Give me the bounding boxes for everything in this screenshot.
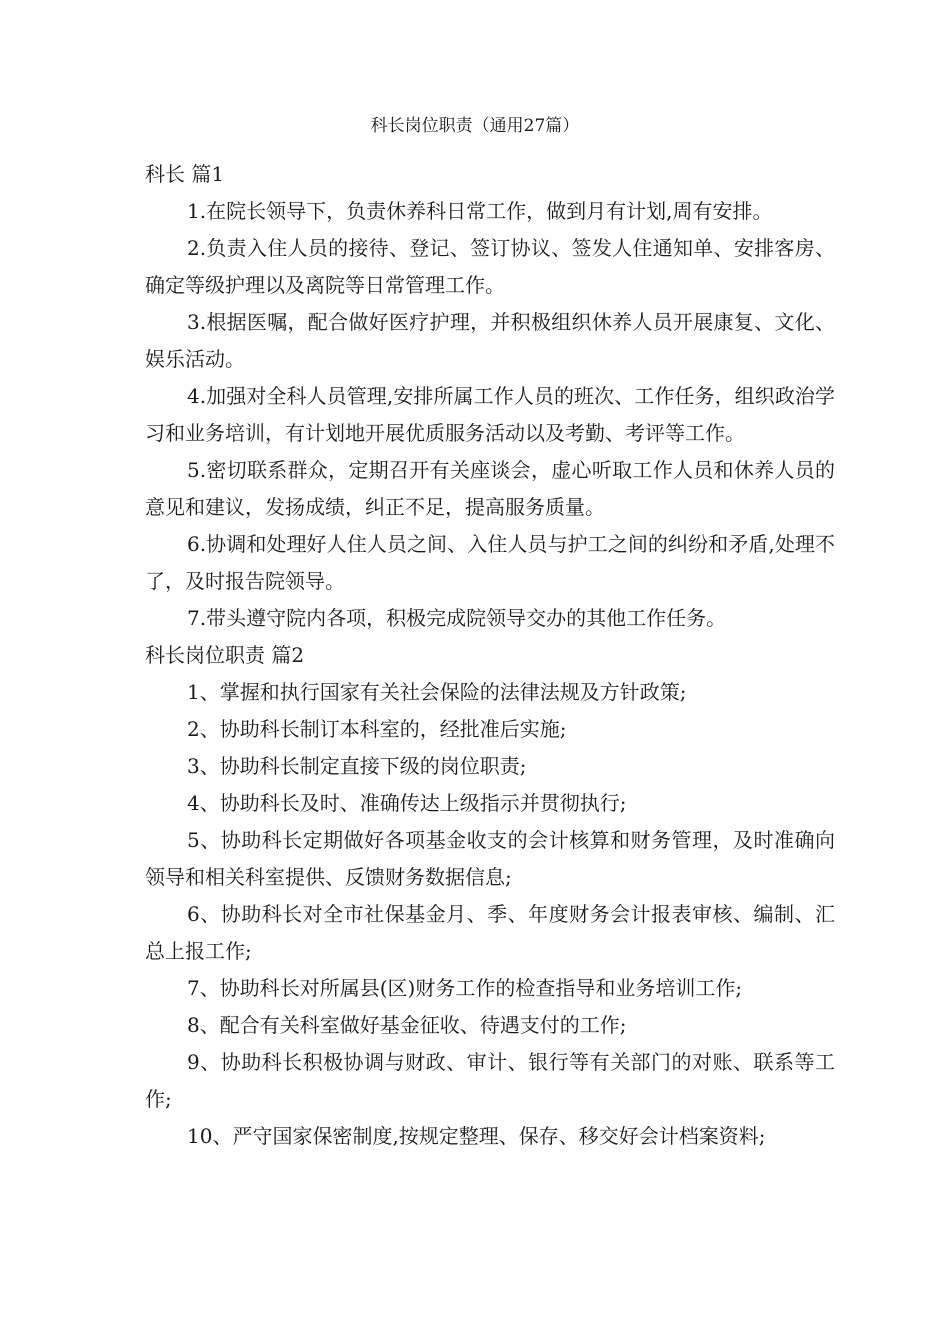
duty-item: 1.在院长领导下，负责休养科日常工作，做到月有计划,周有安排。	[187, 199, 773, 223]
document-title: 科长岗位职责（通用27篇）	[370, 116, 580, 136]
document-body	[145, 156, 835, 1155]
section-2	[145, 637, 835, 1155]
duty-item: 10、严守国家保密制度,按规定整理、保存、移交好会计档案资料;	[187, 1124, 766, 1148]
duty-item: 7.带头遵守院内各项，积极完成院领导交办的其他工作任务。	[187, 606, 727, 630]
duty-item: 1、掌握和执行国家有关社会保险的法律法规及方针政策;	[187, 680, 687, 704]
duty-item: 5.密切联系群众，定期召开有关座谈会，虚心听取工作人员和休养人员的意见和建议，发扬成绩，纠正不足，提高服务质量。	[145, 458, 835, 519]
section-1	[145, 156, 835, 637]
section-heading: 科长岗位职责 篇2	[145, 643, 305, 667]
duty-item: 5、协助科长定期做好各项基金收支的会计核算和财务管理，及时准确向领导和相关科室提供、反馈财务数据信息;	[145, 828, 835, 889]
duty-item: 3、协助科长制定直接下级的岗位职责;	[187, 754, 527, 778]
duty-item: 4、协助科长及时、准确传达上级指示并贯彻执行;	[187, 791, 627, 815]
duty-item: 7、协助科长对所属县(区)财务工作的检查指导和业务培训工作;	[187, 976, 743, 1000]
duty-item: 6.协调和处理好人住人员之间、入住人员与护工之间的纠纷和矛盾,处理不了，及时报告院领导。	[145, 532, 835, 593]
duty-item: 8、配合有关科室做好基金征收、待遇支付的工作;	[187, 1013, 627, 1037]
section-heading: 科长 篇1	[145, 162, 225, 186]
duty-item: 3.根据医嘱，配合做好医疗护理，并积极组织休养人员开展康复、文化、娱乐活动。	[145, 310, 835, 371]
duty-item: 4.加强对全科人员管理,安排所属工作人员的班次、工作任务，组织政治学习和业务培训，有计划地开展优质服务活动以及考勤、考评等工作。	[145, 384, 835, 445]
duty-item: 9、协助科长积极协调与财政、审计、银行等有关部门的对账、联系等工作;	[145, 1050, 835, 1111]
duty-item: 6、协助科长对全市社保基金月、季、年度财务会计报表审核、编制、汇总上报工作;	[145, 902, 835, 963]
duty-item: 2.负责入住人员的接待、登记、签订协议、签发人住通知单、安排客房、确定等级护理以及离院等日常管理工作。	[145, 236, 835, 297]
duty-item: 2、协助科长制订本科室的，经批准后实施;	[187, 717, 567, 741]
